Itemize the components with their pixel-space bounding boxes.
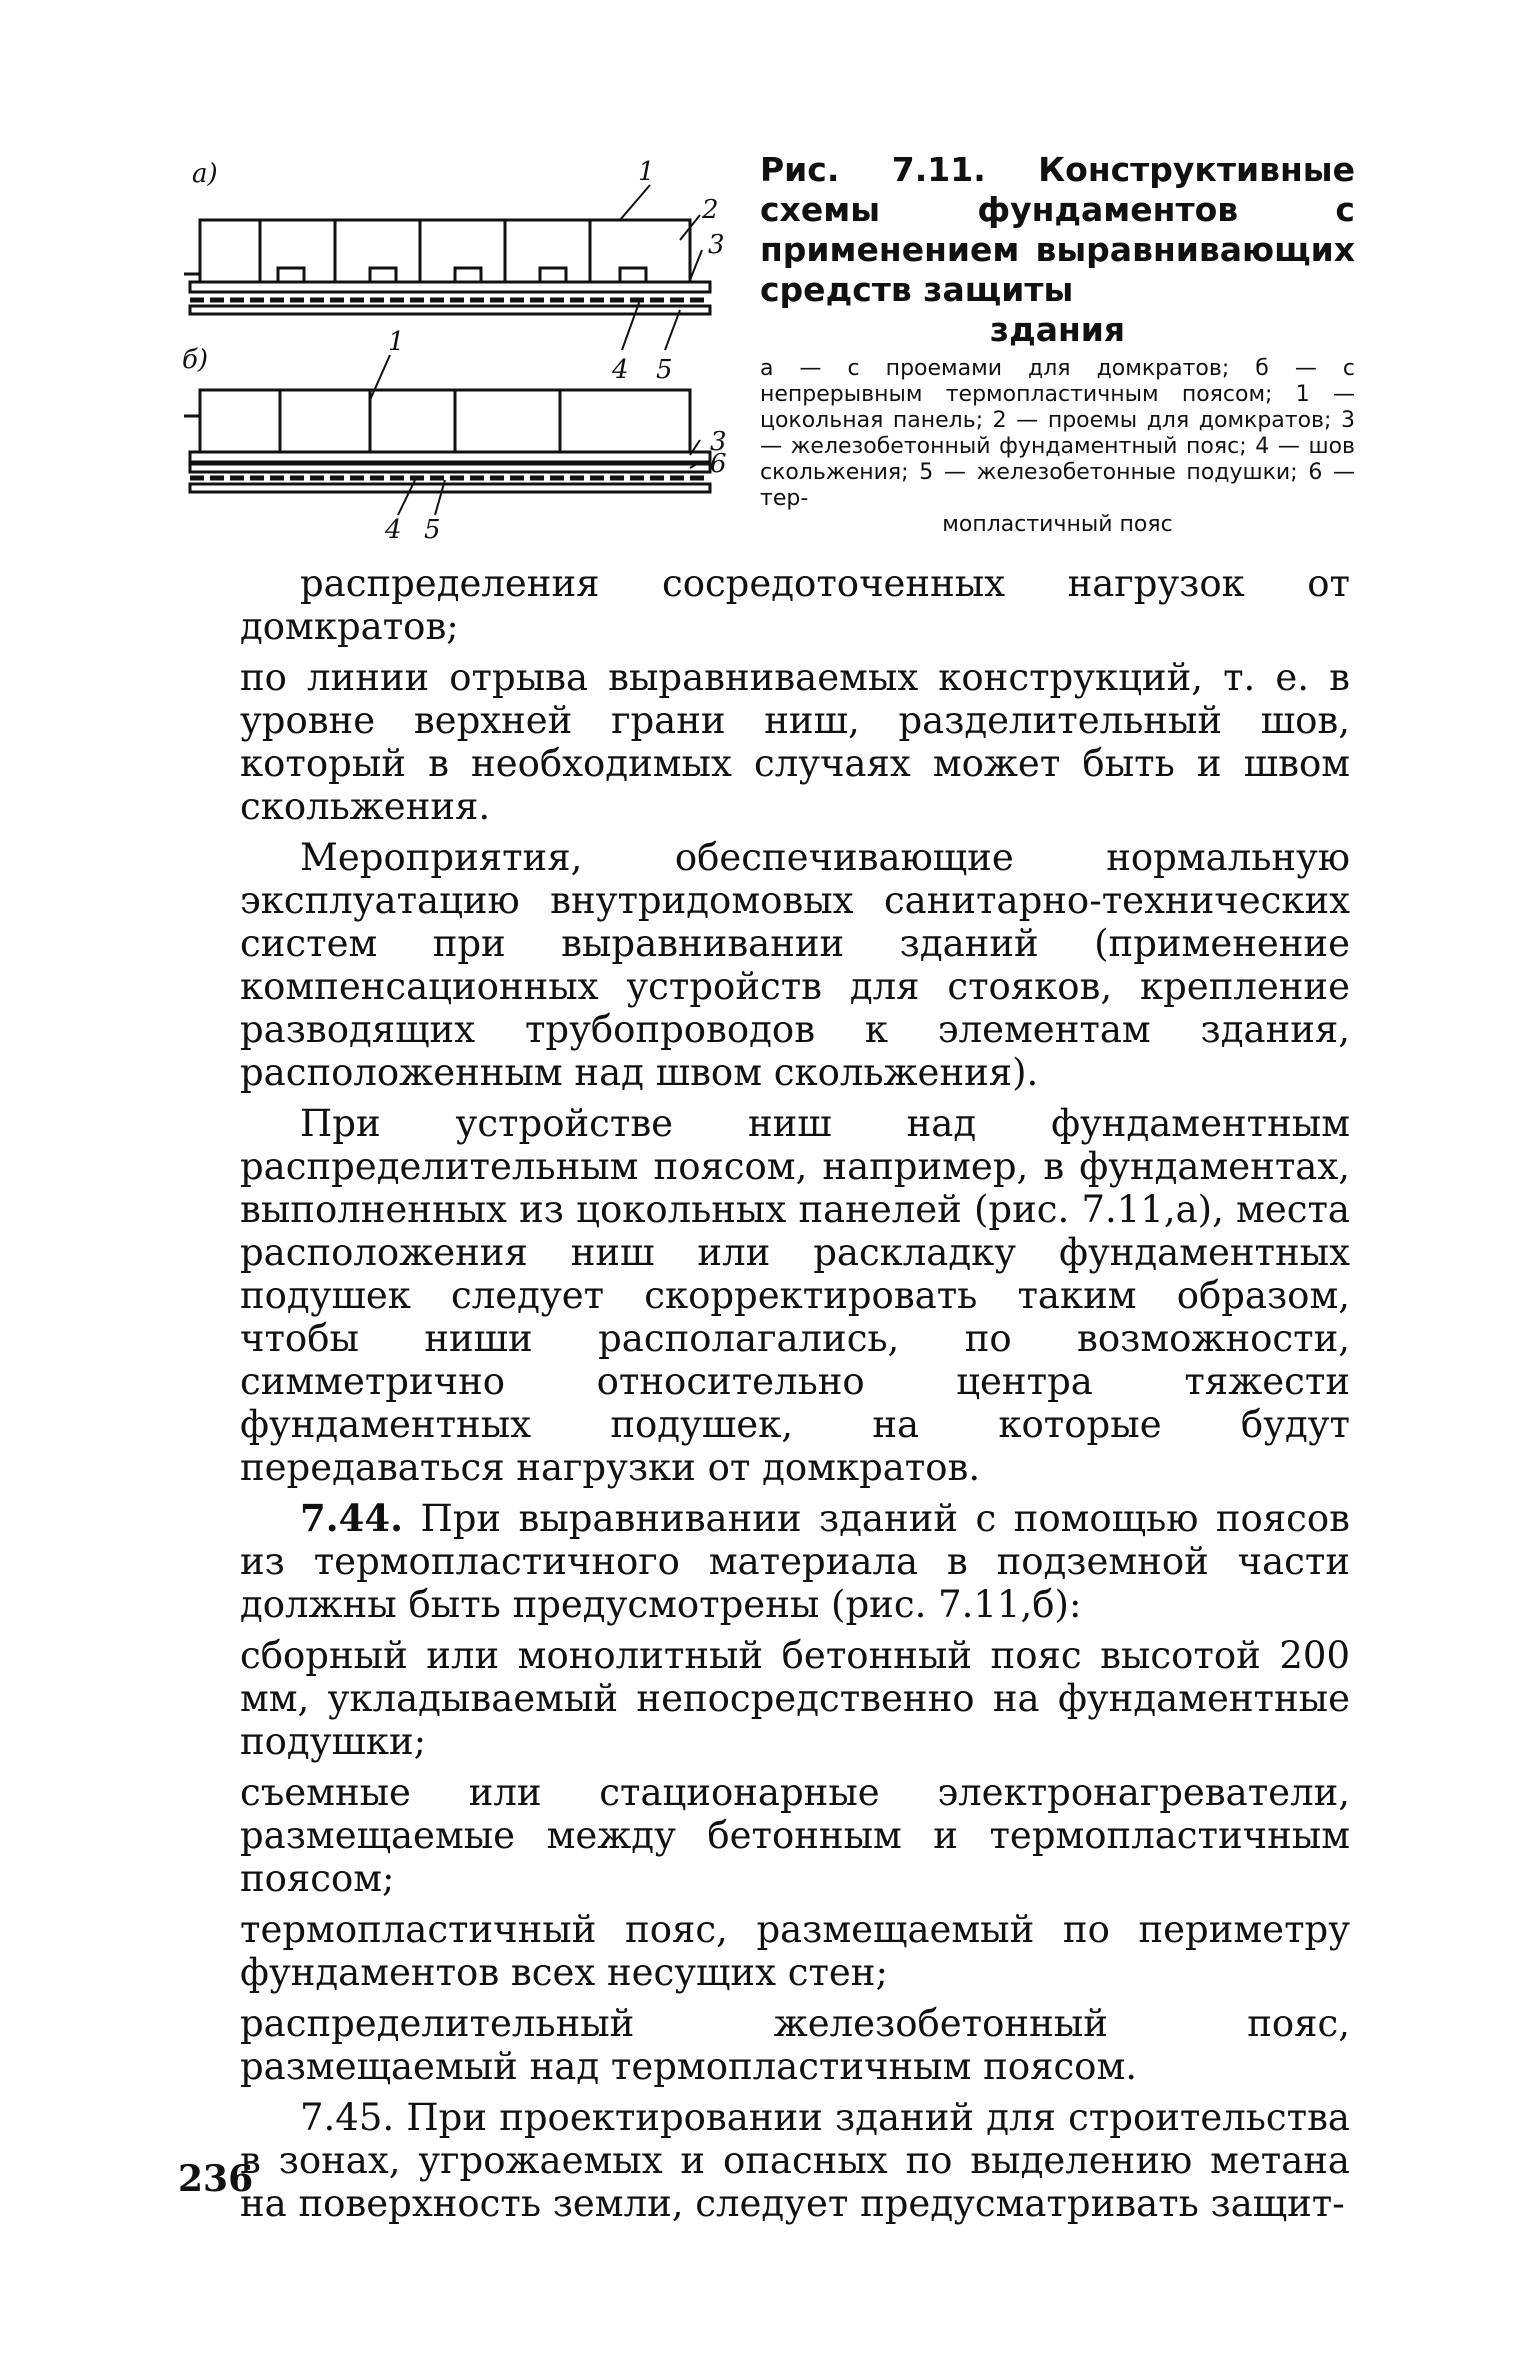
- caption-legend-main: а — с проемами для домкратов; б — с непрерывным термопластичным поясом; 1 — цокольная панель; 2 — проемы для домкратов; 3 — железобетонный фундаментный пояс; 4 — шов скольжения; 5 — железобетонные подушки; 6 — тер-: [760, 356, 1355, 511]
- foundation-belt-a: [190, 282, 710, 292]
- callout-b-5: 5: [424, 515, 441, 540]
- paragraph: распределения сосредоточенных нагрузок от домкратов;: [240, 562, 1350, 648]
- caption-title-main: Рис. 7.11. Конструктивные схемы фундаментов с применением выравнивающих средств защиты: [760, 150, 1355, 309]
- section-number: 7.45.: [300, 2096, 395, 2139]
- section-number: 7.44.: [300, 1496, 403, 1540]
- caption-legend-end: мопластичный пояс: [942, 512, 1173, 537]
- section-text: При проектировании зданий для строительства в зонах, угрожаемых и опасных по выделению метана на поверхность земли, следует предусматривать защит-: [240, 2096, 1350, 2225]
- list-item: термопластичный пояс, размещаемый по периметру фундаментов всех несущих стен;: [240, 1908, 1350, 1994]
- body-text: [240, 562, 1350, 2233]
- callout-b-1: 1: [388, 327, 405, 357]
- foundation-diagram: [180, 150, 760, 540]
- thermoplastic-belt-b: [190, 464, 710, 472]
- jack-niche: [620, 268, 646, 282]
- callout-b-3: 3: [710, 427, 727, 457]
- plinth-panels-b: [200, 390, 690, 452]
- list-item: сборный или монолитный бетонный пояс высотой 200 мм, укладываемый непосредственно на фундаментные подушки;: [240, 1634, 1350, 1763]
- paragraph: по линии отрыва выравниваемых конструкций, т. е. в уровне верхней грани ниш, разделительный шов, который в необходимых случаях может быть и швом скольжения.: [240, 656, 1350, 828]
- section-text: При выравнивании зданий с помощью поясов из термопластичного материала в подземной части должны быть предусмотрены (рис. 7.11,б):: [240, 1497, 1350, 1626]
- scheme-a: [184, 220, 710, 314]
- label-a: а): [192, 159, 218, 189]
- section-744: [240, 1497, 1350, 1626]
- figure-caption: [760, 150, 1355, 538]
- callout-a-2: 2: [702, 195, 719, 225]
- label-b: б): [182, 345, 209, 375]
- page-number: 236: [178, 2158, 254, 2200]
- list-item: распределительный железобетонный пояс, размещаемый над термопластичным поясом.: [240, 2002, 1350, 2088]
- jack-niche: [278, 268, 304, 282]
- caption-title: [760, 150, 1355, 350]
- foundation-pads-b: [190, 484, 710, 492]
- foundation-schemes-svg: [180, 150, 760, 540]
- callout-a-3: 3: [708, 230, 725, 260]
- paragraph: Мероприятия, обеспечивающие нормальную эксплуатацию внутридомовых санитарно-технических систем при выравнивании зданий (применение компенсационных устройств для стояков, крепление разводящих трубопроводов к элементам здания, расположенным над швом скольжения).: [240, 836, 1350, 1094]
- caption-title-end: здания: [989, 310, 1126, 349]
- jack-niche: [370, 268, 396, 282]
- callout-a-4: 4: [612, 355, 629, 385]
- jack-niche: [455, 268, 481, 282]
- callout-b-4: 4: [385, 515, 402, 540]
- callout-b-6: 6: [710, 449, 727, 479]
- scheme-b: [184, 390, 710, 492]
- foundation-pads-a: [190, 306, 710, 314]
- paragraph: При устройстве ниш над фундаментным распределительным поясом, например, в фундаментах, выполненных из цокольных панелей (рис. 7.11,а), места расположения ниш или раскладку фундаментных подушек следует скорректировать таким образом, чтобы ниши располагались, по возможности, симметрично относительно центра тяжести фундаментных подушек, на которые будут передаваться нагрузки от домкратов.: [240, 1102, 1350, 1489]
- foundation-belt-b: [190, 452, 710, 462]
- jack-niche: [540, 268, 566, 282]
- section-745: [240, 2096, 1350, 2225]
- callout-a-1: 1: [638, 157, 655, 187]
- plinth-panels-a: [200, 220, 690, 282]
- caption-legend: [760, 356, 1355, 538]
- callout-a-5: 5: [656, 355, 673, 385]
- list-item: съемные или стационарные электронагреватели, размещаемые между бетонным и термопластичным поясом;: [240, 1771, 1350, 1900]
